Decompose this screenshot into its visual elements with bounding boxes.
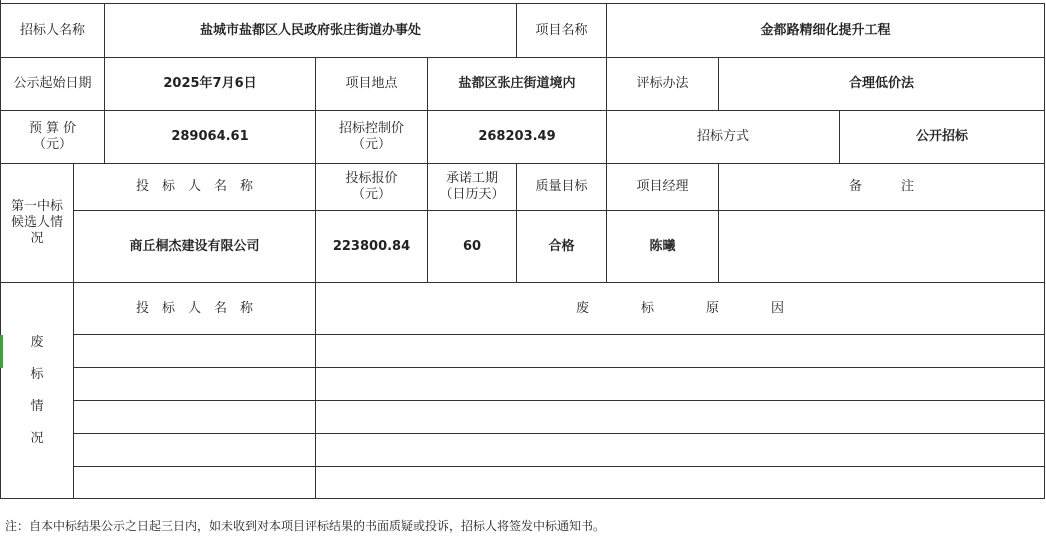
header-duration: 承诺工期 （日历天） bbox=[428, 164, 517, 211]
invalid-row-3-reason bbox=[316, 401, 1045, 434]
header-manager: 项目经理 bbox=[607, 164, 719, 211]
publish-date-label: 公示起始日期 bbox=[1, 58, 105, 111]
invalid-row-1-bidder bbox=[74, 335, 316, 368]
header-quality: 质量目标 bbox=[517, 164, 607, 211]
candidate-remarks bbox=[719, 211, 1045, 283]
candidate-manager: 陈曦 bbox=[607, 211, 719, 283]
control-price-value: 268203.49 bbox=[428, 111, 607, 164]
candidate-duration: 60 bbox=[428, 211, 517, 283]
budget-label: 预 算 价 （元） bbox=[1, 111, 105, 164]
tenderer-value: 盐城市盐都区人民政府张庄街道办事处 bbox=[105, 4, 517, 58]
project-name-value: 金都路精细化提升工程 bbox=[607, 4, 1045, 58]
publish-date-value: 2025年7月6日 bbox=[105, 58, 316, 111]
invalid-row-3-bidder bbox=[74, 401, 316, 434]
candidate-section-label: 第一中标 候选人情况 bbox=[1, 164, 74, 283]
tender-mode-label: 招标方式 bbox=[607, 111, 840, 164]
location-label: 项目地点 bbox=[316, 58, 428, 111]
invalid-row-4-reason bbox=[316, 434, 1045, 467]
method-value: 合理低价法 bbox=[719, 58, 1045, 111]
candidate-quality: 合格 bbox=[517, 211, 607, 283]
location-value: 盐都区张庄街道境内 bbox=[428, 58, 607, 111]
header-remarks: 备 注 bbox=[719, 164, 1045, 211]
tender-mode-value: 公开招标 bbox=[840, 111, 1045, 164]
invalid-header-reason: 废 标 原 因 bbox=[316, 283, 1045, 335]
invalid-row-5-reason bbox=[316, 467, 1045, 499]
project-name-label: 项目名称 bbox=[517, 4, 607, 58]
candidate-bid-price: 223800.84 bbox=[316, 211, 428, 283]
tenderer-label: 招标人名称 bbox=[1, 4, 105, 58]
invalid-section-label: 废 标 情 况 bbox=[1, 283, 74, 499]
candidate-bidder-name: 商丘桐杰建设有限公司 bbox=[74, 211, 316, 283]
invalid-row-4-bidder bbox=[74, 434, 316, 467]
invalid-row-1-reason bbox=[316, 335, 1045, 368]
invalid-header-bidder-name: 投 标 人 名 称 bbox=[74, 283, 316, 335]
invalid-row-5-bidder bbox=[74, 467, 316, 499]
invalid-row-2-bidder bbox=[74, 368, 316, 401]
method-label: 评标办法 bbox=[607, 58, 719, 111]
budget-value: 289064.61 bbox=[105, 111, 316, 164]
control-price-label: 招标控制价 （元） bbox=[316, 111, 428, 164]
header-bidder-name: 投 标 人 名 称 bbox=[74, 164, 316, 211]
header-bid-price: 投标报价 （元） bbox=[316, 164, 428, 211]
footer-note: 注：自本中标结果公示之日起三日内，如未收到对本项目评标结果的书面质疑或投诉，招标人将签发中标通知书。 bbox=[5, 519, 606, 533]
invalid-row-2-reason bbox=[316, 368, 1045, 401]
